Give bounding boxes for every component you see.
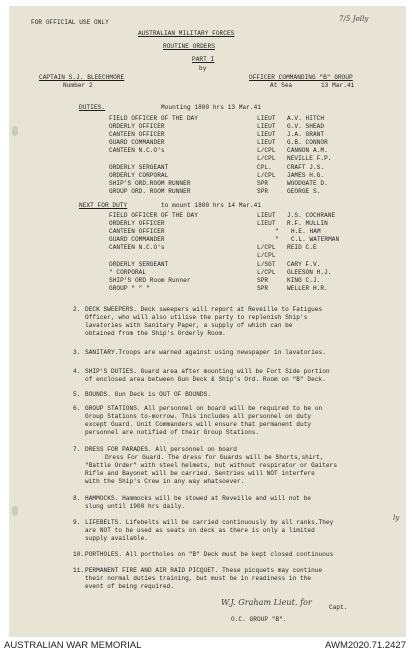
footer-accession: AWM2020.71.2427 (325, 640, 406, 651)
duty-rank: L/CPL (257, 172, 276, 179)
document-page (9, 6, 406, 637)
mounting-line-1: Mounting 1800 hrs 13 Mar.41 (161, 104, 262, 111)
para-line: DECK SWEEPERS. Deck sweepers will report at Reveille to Fatigues (85, 306, 323, 313)
para-line: Dress For Guard. The dress for Guards will be Shorts,shirt, (105, 454, 324, 461)
duty-rank: L/CPL (257, 269, 276, 276)
duty-role: GUARD COMMANDER (109, 236, 165, 243)
para-line: LIFEBELTS. Lifebelts will be carried continuously by all ranks.They (85, 519, 334, 526)
duty-name: WOODGATE D. (287, 180, 328, 187)
para-line: obtained from the Ship's Orderly Room. (85, 330, 226, 337)
para-line: SANITARY.Troops are warned against using newspaper in lavatories. (85, 349, 326, 356)
duty-name: J.S. COCHRANE (287, 212, 336, 219)
at-sea-label: At Sea (270, 82, 293, 89)
date-label: 13 Mar.41 (321, 82, 355, 89)
mounting-line-2: to mount 1800 hrs 14 Mar.41 (161, 202, 262, 209)
oc-group-line: O.C. GROUP "B". (231, 616, 287, 623)
duty-role: ORDERLY CORPORAL (109, 172, 169, 179)
duty-role: ORDERLY SERGEANT (109, 261, 169, 268)
duty-rank: SPR (257, 277, 269, 284)
duty-name: C.L. WATERMAN (291, 236, 340, 243)
force-heading: AUSTRALIAN MILITARY FORCES (138, 30, 235, 37)
para-line: supply available. (85, 535, 149, 542)
duty-name: G.B. CONNOR (287, 139, 328, 146)
duty-rank: L/CPL (257, 155, 276, 162)
duty-rank: LIEUT (257, 212, 276, 219)
duty-role: ORDERLY OFFICER (109, 123, 165, 130)
para-line: are NOT to be used as seats on deck as there is only a limited (85, 527, 315, 534)
para-line: with the Ship's Crew in any way whatsoever. (85, 478, 245, 485)
para-number: 8. (73, 495, 81, 502)
duty-name: H.E. HAM (291, 228, 321, 235)
punch-hole (12, 506, 18, 516)
duty-role: FIELD OFFICER OF THE DAY (109, 212, 198, 219)
para-line: lavatories with Sanitary Paper, a supply of which can be (85, 322, 293, 329)
para-line: GROUP STATIONS. All personnel on board will be required to be on (85, 405, 323, 412)
para-number: 6. (73, 405, 81, 412)
duty-rank: SPR (257, 188, 269, 195)
duty-name: J.A. GRANT (287, 131, 325, 138)
para-number: 9. (73, 519, 81, 526)
footer-bar (0, 637, 412, 653)
duty-role: CANTEEN OFFICER (109, 131, 165, 138)
para-number: 5. (73, 391, 81, 398)
duty-rank: LIEUT (257, 131, 276, 138)
footer-source: AUSTRALIAN WAR MEMORIAL (4, 640, 142, 651)
duty-role: CANTEEN N.C.O's (109, 147, 165, 154)
duty-rank: L/CPL (257, 147, 276, 154)
para-number: 3. (73, 349, 81, 356)
para-line: "Battle Order" with steel helmets, but without respirator or Gaiters (85, 462, 338, 469)
duty-role: ORDERLY SERGEANT (109, 164, 169, 171)
para-line: except Guard. Unit Commanders will ensure that permanent duty (85, 421, 312, 428)
duty-role: SHIP'S ORD.ROOM RUNNER (109, 180, 191, 187)
duty-rank: L/CPL (257, 244, 276, 251)
duty-name: G.V. SHEAD (287, 123, 325, 130)
duty-name: A.V. HITCH (287, 115, 325, 122)
duty-name: KING C.J. (287, 277, 321, 284)
duties-label: DUTIES. (79, 104, 105, 111)
duty-name: CANNON A.M. (287, 147, 328, 154)
para-line: PORTHOLES. All portholes on "B" Deck must be kept closed continuous (85, 551, 334, 558)
signature: W.J. Graham Lieut. for (221, 598, 312, 607)
duty-rank: " (275, 236, 279, 243)
para-number: 10. (73, 551, 85, 558)
para-line: of enclosed area between Gun Deck & Ship's Ord. Room on "B" Deck. (85, 376, 326, 383)
para-line: BOUNDS. Gun Deck is OUT OF BOUNDS. (85, 391, 212, 398)
margin-note: ly (393, 514, 400, 522)
para-line: SHIP'S DUTIES. Guard area after mounting will be Fort Side portion (85, 368, 330, 375)
duty-name: NEVILLE F.P. (287, 155, 332, 162)
para-number: 11. (73, 567, 85, 574)
duty-rank: L/SGT (257, 261, 276, 268)
para-line: PERMANENT FIRE AND AIR RAID PICQUET. These picquets may continue (85, 567, 323, 574)
duty-role: CANTEEN OFFICER (109, 228, 165, 235)
punch-hole (12, 126, 18, 136)
duty-rank: LIEUT (257, 123, 276, 130)
para-line: HAMMOCKS. Hammocks will be stowed at Reveille and will not be (85, 495, 312, 502)
duty-role: SHIP'S ORD Room Runner (109, 277, 191, 284)
para-number: 7. (73, 446, 81, 453)
para-line: their normal duties training, but must be in readiness in the (85, 575, 312, 582)
duty-name: GEORGE S. (287, 188, 321, 195)
duty-rank: CPL. (257, 164, 272, 171)
duty-rank: L/CPL (257, 252, 276, 259)
duty-rank: SPR (257, 180, 269, 187)
signature-rank: Capt. (329, 604, 348, 611)
duty-name: JAMES H.G. (287, 172, 325, 179)
handwritten-note: 7/5 Jolly (339, 15, 369, 23)
para-line: Group Stations to-morrow. This includes all personnel on duty (85, 413, 312, 420)
duty-rank: " (275, 228, 279, 235)
next-for-duty-label: NEXT FOR DUTY (79, 202, 128, 209)
duty-name: R.F. MULLIN (287, 220, 328, 227)
duty-rank: LIEUT (257, 115, 276, 122)
duty-name: CARY F.V. (287, 261, 321, 268)
duty-role: GROUP " " " (109, 285, 150, 292)
para-line: slung until 1900 hrs daily. (85, 503, 186, 510)
para-number: 2. (73, 306, 81, 313)
duty-role: GROUP ORD. ROOM RUNNER (109, 188, 191, 195)
captain-line: CAPTAIN S.J. BLEECHMORE (39, 74, 125, 81)
duty-role: CANTEEN N.C.O's (109, 244, 165, 251)
duty-role: " CORPORAL (109, 269, 147, 276)
series-heading: ROUTINE ORDERS (163, 43, 215, 50)
duty-role: GUARD COMMANDER (109, 139, 165, 146)
duty-rank: SPR (257, 285, 269, 292)
duty-name: GLEESON H.J. (287, 269, 332, 276)
classification: FOR OFFICIAL USE ONLY (31, 19, 109, 26)
duty-rank: LIEUT (257, 139, 276, 146)
duty-role: FIELD OFFICER OF THE DAY (109, 115, 198, 122)
orders-number: Number 2 (63, 82, 93, 89)
duty-role: ORDERLY OFFICER (109, 220, 165, 227)
para-line: DRESS FOR PARADES. All personnel on board (85, 446, 237, 453)
duty-name: CRAFT J.S. (287, 164, 325, 171)
para-line: Officer, who will also utilise the party to replenish Ship's (85, 314, 308, 321)
para-line: personnel are notified of their Group Stations. (85, 429, 260, 436)
para-number: 4. (73, 368, 81, 375)
duty-name: REID C.E (287, 244, 317, 251)
officer-commanding: OFFICER COMMANDING "B" GROUP (249, 74, 353, 81)
para-line: event of being required. (85, 583, 174, 590)
by-label: by (199, 65, 207, 72)
part-heading: PART I (192, 56, 215, 63)
para-line: Rifle and Bayonet will be carried. Sentries will NOT interfere (85, 470, 315, 477)
duty-rank: LIEUT (257, 220, 276, 227)
duty-name: WELLER H.R. (287, 285, 328, 292)
